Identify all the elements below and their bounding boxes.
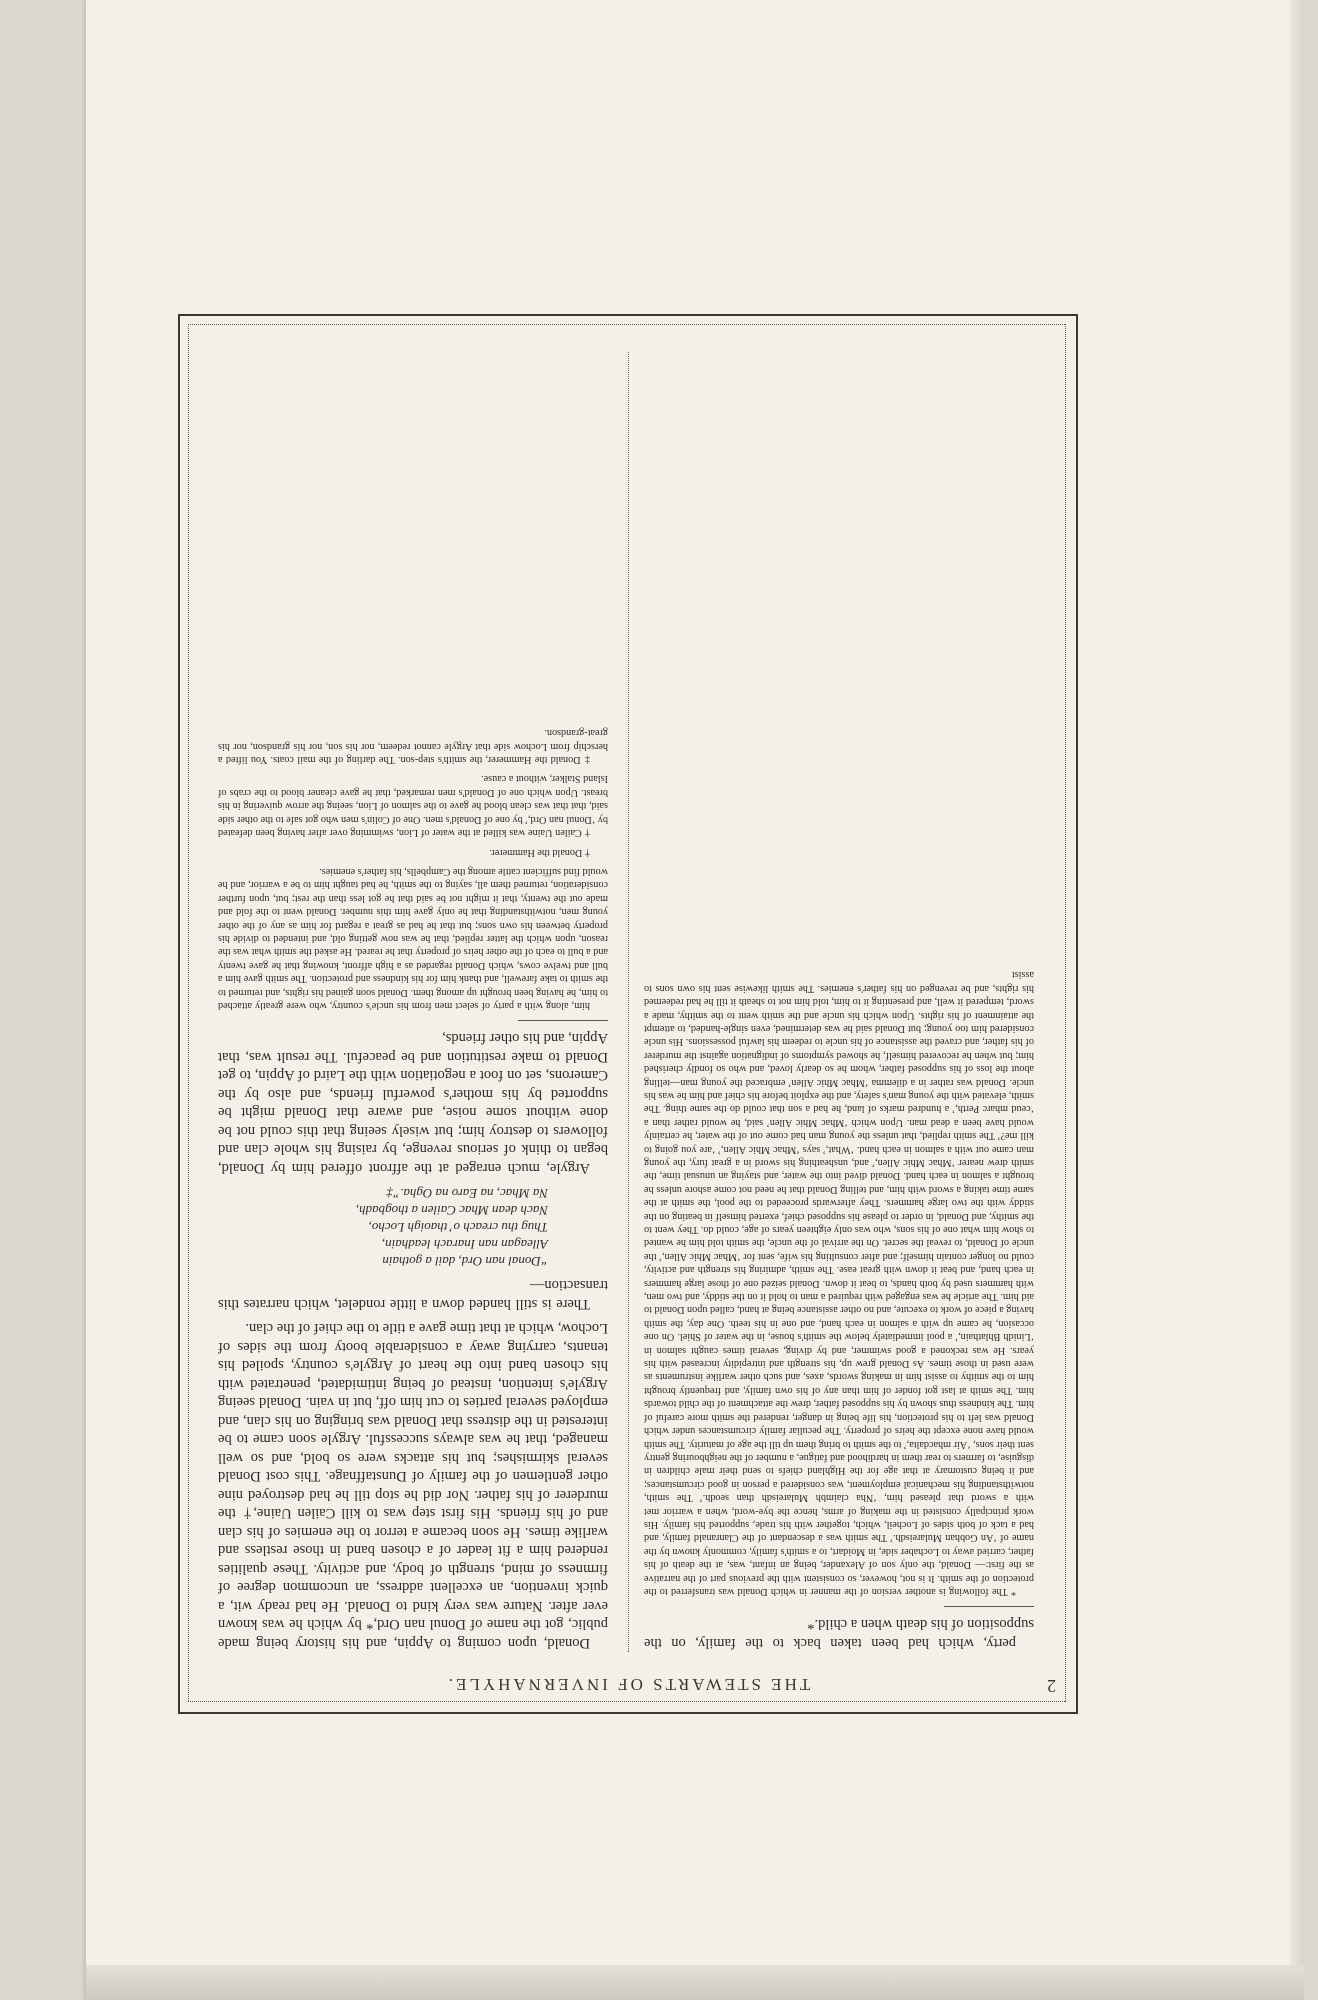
left-column xyxy=(644,962,1034,1652)
after-verse-paragraph: Argyle, much enraged at the affront offered him by Donald, began to think of serious revenge, by raising his whole clan and followers to destroy him; but wisely seeing that this could not be done without some noise, and aware that Donald might be supported by his mother's powerful friends, and also by the Camerons, set on foot a negotiation with the Laird of Appin, to get Donald to make restitution and be peaceful. The result was, that Appin, and his other friends, xyxy=(218,1030,608,1176)
gaelic-verse xyxy=(218,1185,608,1270)
running-head: THE STEWARTS OF INVERNAHYLE. xyxy=(445,1675,811,1694)
footnote-rule xyxy=(518,1020,608,1021)
sheet-edge xyxy=(1290,0,1304,2000)
verse-line: Alleagan nan Inarach leadhain, xyxy=(381,1237,548,1252)
footnote-continued: him, along with a party of select men from his uncle's country, who were greatly attached to him, he having been brought up among them. Donald soon gained his rights, and returned to the smith to take farewell, and thank him for his kindness and protection. The smith gave him a bull and twelve cows, which Donald regarded as a high affront, knowing that he gave twenty and a bull to each of the other heirs of property that he reared. He asked the smith what was the reason, upon which the latter replied, that he was now getting old, and intended to divide his property between his own sons; but that he had as great a regard for him as any of the other young men, notwithstanding that he only gave him this number. Donald went to the fold and made out the twenty, that it might not be said that he got less than the rest; but, upon further consideration, returned them all, saying to the smith, he had taught him to be a warrior, and he would find sufficient cattle among the Campbells, his father's enemies. xyxy=(218,865,608,1011)
verse-line: Na Mhac, na Earo na Ogha.”‡ xyxy=(386,1186,548,1201)
left-lead-paragraph: perty, which had been taken back to the family, on the supposition of his death when a child.* xyxy=(644,1616,1034,1651)
footnote-rule xyxy=(944,1606,1034,1607)
verse-line: “Donal nan Ord, dail a gothain xyxy=(382,1254,548,1269)
page-number: 2 xyxy=(1047,1676,1056,1696)
footnote-double-dagger: ‡ Donald the Hammerer, the smith's step-son. The darling of the mail coats. You lifted a herschip from Lochow side that Argyle cannot redeem, nor his son, nor his grandson, nor his great-grandson. xyxy=(218,727,608,766)
right-lead-paragraph: Donald, upon coming to Appin, and his history being made public, got the name of Donul nan Ord,* by which he was known ever after. Nature was very kind to Donald. He had ready wit, a quick invention, an excellent address, an uncommon degree of firmness of mind, strength of body, and activity. These qualities rendered him a fit leader of a chosen band in those restless and warlike times. He soon became a terror to the enemies of his clan and of his friends. His first step was to kill Cailen Uaine,† the murderer of his father. Nor did he stop till he had destroyed nine other gentlemen of the family of Dunstaffnage. This cost Donald several skirmishes; but his attacks were so bold, and so well managed, that he was always successful. Argyle soon came to be interested in the distress that Donald was bringing on his clan, and employed several parties to cut him off, but in vain. Donald seeing Argyle's intention, instead of being intimidated, penetrated with his chosen band into the heart of Argyle's country, spoiled his tenants, carrying away a considerable booty from the sides of Lochow, which at that time gave a title to the chief of the clan. xyxy=(218,1320,608,1651)
verse-line: Nach dean Mhac Cailen a thogbadh, xyxy=(355,1203,548,1218)
page-fold xyxy=(86,1965,1304,2000)
right-column xyxy=(218,720,608,1652)
column-divider xyxy=(628,352,629,1652)
footnote-cailen: † Cailen Uaine was killed at the water of Lion, swimming over after having been defeated by ‘Donul nan Ord,’ by one of Donald's men. One of Colin's men who got safe to the other side said, that that was clean blood he gave to the salmon of Lion, seeing the arrow quivering in his breast. Upon which one of Donald's men remarked, that he gave cleaner blood to the crabs of Island Stalker, without a cause. xyxy=(218,773,608,839)
footnote-dagger: † Donald the Hammerer. xyxy=(489,846,590,858)
verse-line: Thug thu creach o’ thaoigh Locho, xyxy=(368,1220,548,1235)
footnote-smith-version: * The following is another version of the manner in which Donald was transferred to the protection of the smith. It is not, however, so consistent with the previous part of the narrative as the first:— Donald, the only son of Alexander, being an infant, was, at the death of his father, carried away to Lochaber side, in Moidart, to a smith's family, commonly known by the name of ‘An Gobhan Mulareisdh.’ The smith was a descendant of the Clanranald family, and had a tack of both sides of Locheil, which, together with his trade, supported his family. His work principally consisted in the making of arms, hence the bye-word, when a warrior met with a sword that pleased him, ‘Nha claimbh Mulareisdh than seodh.’ The smith, notwithstanding his mechanical employment, was considered a person in good circumstances; and it being customary at that age for the Highland chiefs to send their male children in disguise, to farmers to rear them in hardihood and fatigue, a number of the neighbouring gentry sent their sons, ‘Air mhacdalta,’ to the smith to bring them up till the age of maturity. The smith would have none except the heirs of property. The peculiar family circumstances under which Donald was left to his protection, his life being in danger, rendered the smith more careful of him. The kindness thus shown by his supposed father, drew the attachment of the child towards him. The smith at last got fonder of him than any of his own family, and frequently brought him to the smithy to assist him in making swords, axes, and such other warlike instruments as were used in those times. As Donald grew up, his strength and intrepidity increased with his years. He was reckoned a good swimmer, and by diving, several times caught salmon in ‘Linidh Bhlathain,’ a pool immediately below the smith's house, in the water of Shiel. On one occasion, he came up with a salmon in each hand, and one in his teeth. One day, the smith having a piece of work to execute, and no other assistance being at hand, called upon Donald to aid him. The article he was engaged with required a man to hold it on the stiddy, and two men, with hammers used by both hands, to beat it down. Donald seized one of those large hammers in each hand, and beat it down with great ease. The smith, admiring his strength and activity, could no longer contain himself; and after consulting his wife, sent for ‘Mhac Mhic Allen,’ the uncle of Donald, to reveal the secret. On the arrival of the uncle, the smith told him he wanted to show him what one of his sons, who was only eighteen years of age, could do. They went to the smithy, and Donald, in order to please his supposed chief, exerted himself in beating on the stiddy with the two large hammers. They afterwards proceeded to the pool, the smith at the same time taking a sword with him, and telling Donald that he need not come ashore unless he brought a salmon in each hand. Donald dived into the water, and staying an unusual time, the smith drew nearer ‘Mhac Mhic Allen,’ and, unsheathing his sword in a great fury, the young man came out with a salmon in each hand. ‘What,’ says ‘Mhac Mhic Allen,’ ‘are you going to kill me?’ The smith replied, that unless the young man had come out of the water, he certainly would have been a dead man. Upon which ‘Mhac Mhic Allen’ said, he would rather than a ‘ceud mharc Perth,’ a hundred marks of land, he had a son that could do the same thing. The smith, elevated with the young man's safety, and the exploit before his chief and him he was his uncle. Donald was rather in a dilemma ‘Mhac Mhic Allen’ embraced the young man—telling about the loss of his supposed father, whom he so dearly loved, and who so fondly cherished him; but when he recovered himself, he showed symptoms of indignation against the murderer of his father, and craved the assistance of his uncle to redeem his lawful possessions. His uncle considered him too young; but Donald said he was determined, even single-handed, to attempt the attainment of his rights. Upon which his uncle and the smith went to the smithy, made a sword, tempered it well, and presenting it to him, told him not to sheath it till he had redeemed his rights, and be revenged on his father's enemies. The smith likewise sent his own sons to assist xyxy=(644,969,1034,1597)
verse-intro: There is still handed down a little rondelet, which narrates this transaction— xyxy=(218,1277,608,1312)
printed-page-upside-down xyxy=(178,314,1078,1714)
